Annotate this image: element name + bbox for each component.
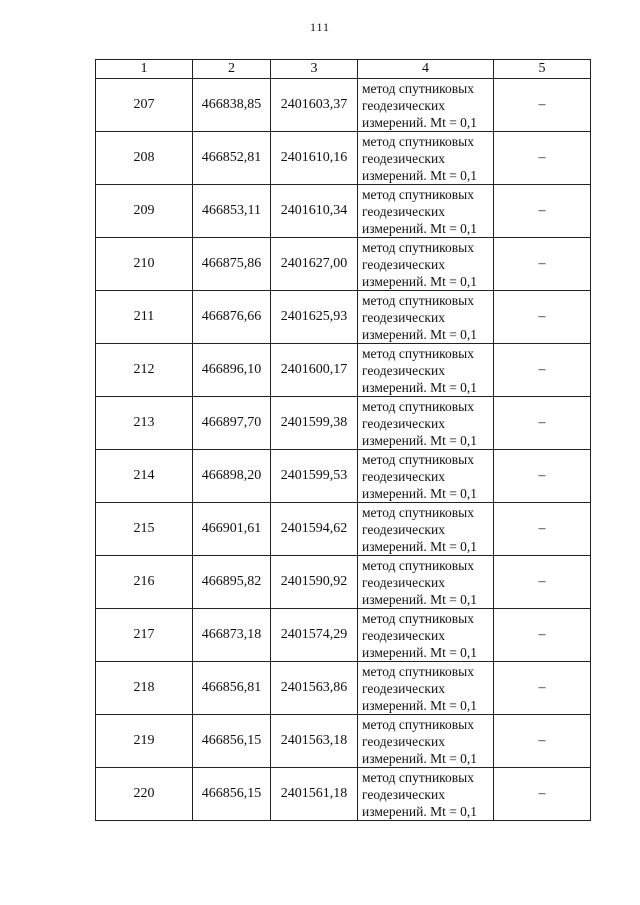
table-row: [96, 556, 591, 609]
method-line: измерений. Mt = 0,1: [362, 538, 478, 554]
page-number: 111: [309, 20, 331, 34]
coord-y: 2401590,92: [271, 556, 358, 609]
coord-x: 466856,81: [193, 662, 271, 715]
coord-y: 2401594,62: [271, 503, 358, 556]
coord-y: 2401603,37: [271, 79, 358, 132]
method-description: [358, 238, 494, 291]
method-line: геодезических: [362, 521, 445, 537]
method-line: метод спутниковых: [362, 398, 474, 414]
table-row: [96, 715, 591, 768]
method-line: геодезических: [362, 256, 445, 272]
note-dash: –: [494, 662, 591, 715]
table-body: [96, 79, 591, 821]
method-description: [358, 79, 494, 132]
table-row: [96, 397, 591, 450]
point-number: 213: [96, 397, 193, 450]
method-description: [358, 609, 494, 662]
note-dash: –: [494, 556, 591, 609]
header-col-4: 4: [358, 60, 494, 79]
point-number: 214: [96, 450, 193, 503]
method-line: измерений. Mt = 0,1: [362, 220, 478, 236]
note-dash: –: [494, 132, 591, 185]
table-header: [96, 60, 591, 79]
method-line: геодезических: [362, 150, 445, 166]
method-line: геодезических: [362, 468, 445, 484]
method-line: измерений. Mt = 0,1: [362, 167, 478, 183]
table-row: [96, 238, 591, 291]
method-line: метод спутниковых: [362, 716, 474, 732]
method-line: измерений. Mt = 0,1: [362, 644, 478, 660]
point-number: 207: [96, 79, 193, 132]
method-line: метод спутниковых: [362, 292, 474, 308]
coord-y: 2401627,00: [271, 238, 358, 291]
point-number: 212: [96, 344, 193, 397]
note-dash: –: [494, 450, 591, 503]
coord-y: 2401600,17: [271, 344, 358, 397]
note-dash: –: [494, 238, 591, 291]
coord-x: 466875,86: [193, 238, 271, 291]
method-description: [358, 662, 494, 715]
method-description: [358, 397, 494, 450]
note-dash: –: [494, 397, 591, 450]
method-description: [358, 715, 494, 768]
coord-y: 2401610,34: [271, 185, 358, 238]
method-line: геодезических: [362, 362, 445, 378]
method-line: метод спутниковых: [362, 663, 474, 679]
header-col-5: 5: [494, 60, 591, 79]
table-row: [96, 450, 591, 503]
coord-y: 2401563,86: [271, 662, 358, 715]
method-line: геодезических: [362, 203, 445, 219]
method-description: [358, 450, 494, 503]
method-line: измерений. Mt = 0,1: [362, 432, 478, 448]
table-row: [96, 662, 591, 715]
coord-y: 2401561,18: [271, 768, 358, 821]
coord-x: 466896,10: [193, 344, 271, 397]
method-description: [358, 132, 494, 185]
point-number: 220: [96, 768, 193, 821]
method-description: [358, 768, 494, 821]
coord-x: 466856,15: [193, 715, 271, 768]
point-number: 215: [96, 503, 193, 556]
coord-y: 2401599,53: [271, 450, 358, 503]
note-dash: –: [494, 291, 591, 344]
coord-x: 466901,61: [193, 503, 271, 556]
method-description: [358, 291, 494, 344]
coord-x: 466852,81: [193, 132, 271, 185]
header-col-1: 1: [96, 60, 193, 79]
table-row: [96, 291, 591, 344]
method-line: измерений. Mt = 0,1: [362, 326, 478, 342]
table-row: [96, 768, 591, 821]
point-number: 208: [96, 132, 193, 185]
coord-x: 466856,15: [193, 768, 271, 821]
method-line: геодезических: [362, 733, 445, 749]
coord-x: 466838,85: [193, 79, 271, 132]
coord-x: 466897,70: [193, 397, 271, 450]
note-dash: –: [494, 344, 591, 397]
note-dash: –: [494, 715, 591, 768]
point-number: 216: [96, 556, 193, 609]
point-number: 219: [96, 715, 193, 768]
coord-y: 2401610,16: [271, 132, 358, 185]
method-line: геодезических: [362, 574, 445, 590]
header-col-2: 2: [193, 60, 271, 79]
method-description: [358, 344, 494, 397]
coord-x: 466898,20: [193, 450, 271, 503]
method-line: измерений. Mt = 0,1: [362, 591, 478, 607]
method-line: геодезических: [362, 627, 445, 643]
method-line: метод спутниковых: [362, 186, 474, 202]
method-description: [358, 503, 494, 556]
method-line: метод спутниковых: [362, 80, 474, 96]
point-number: 209: [96, 185, 193, 238]
method-line: метод спутниковых: [362, 451, 474, 467]
point-number: 210: [96, 238, 193, 291]
table-row: [96, 503, 591, 556]
note-dash: –: [494, 609, 591, 662]
method-line: метод спутниковых: [362, 610, 474, 626]
method-line: геодезических: [362, 97, 445, 113]
table-row: [96, 609, 591, 662]
coord-y: 2401625,93: [271, 291, 358, 344]
method-description: [358, 185, 494, 238]
header-col-3: 3: [271, 60, 358, 79]
method-line: метод спутниковых: [362, 557, 474, 573]
coord-x: 466876,66: [193, 291, 271, 344]
method-description: [358, 556, 494, 609]
table-row: [96, 185, 591, 238]
table-row: [96, 79, 591, 132]
coord-x: 466895,82: [193, 556, 271, 609]
coordinates-table: [95, 59, 591, 821]
method-line: геодезических: [362, 786, 445, 802]
header-row: [96, 60, 591, 79]
method-line: измерений. Mt = 0,1: [362, 485, 478, 501]
method-line: метод спутниковых: [362, 769, 474, 785]
coord-y: 2401563,18: [271, 715, 358, 768]
method-line: измерений. Mt = 0,1: [362, 750, 478, 766]
method-line: метод спутниковых: [362, 133, 474, 149]
method-line: измерений. Mt = 0,1: [362, 379, 478, 395]
method-line: метод спутниковых: [362, 504, 474, 520]
coord-x: 466853,11: [193, 185, 271, 238]
point-number: 217: [96, 609, 193, 662]
method-line: метод спутниковых: [362, 239, 474, 255]
method-line: геодезических: [362, 680, 445, 696]
table-row: [96, 132, 591, 185]
table-row: [96, 344, 591, 397]
note-dash: –: [494, 185, 591, 238]
note-dash: –: [494, 768, 591, 821]
method-line: геодезических: [362, 309, 445, 325]
coord-y: 2401599,38: [271, 397, 358, 450]
method-line: измерений. Mt = 0,1: [362, 803, 478, 819]
point-number: 211: [96, 291, 193, 344]
method-line: метод спутниковых: [362, 345, 474, 361]
method-line: измерений. Mt = 0,1: [362, 273, 478, 289]
method-line: измерений. Mt = 0,1: [362, 114, 478, 130]
point-number: 218: [96, 662, 193, 715]
method-line: геодезических: [362, 415, 445, 431]
coord-x: 466873,18: [193, 609, 271, 662]
note-dash: –: [494, 79, 591, 132]
coord-y: 2401574,29: [271, 609, 358, 662]
method-line: измерений. Mt = 0,1: [362, 697, 478, 713]
note-dash: –: [494, 503, 591, 556]
